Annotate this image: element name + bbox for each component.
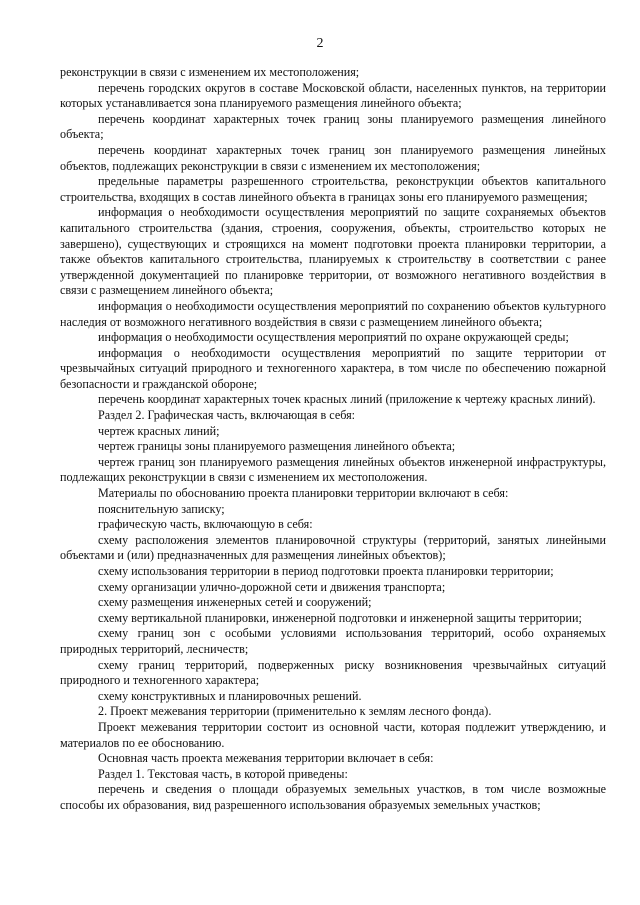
paragraph: схему вертикальной планировки, инженерной подготовки и инженерной защиты территории; xyxy=(98,610,582,625)
paragraph: пояснительную записку; xyxy=(98,501,225,516)
paragraph: 2. Проект межевания территории (применительно к землям лесного фонда). xyxy=(98,704,492,719)
paragraph: чертеж красных линий; xyxy=(98,423,220,438)
paragraph: схему конструктивных и планировочных решений. xyxy=(98,688,362,703)
paragraph: информация о необходимости осуществления мероприятий по защите территории от чрезвычайных ситуаций природного и техногенного характера, в том числе по обеспечению пожарной безопасности и гражданской обороне; xyxy=(60,345,606,391)
paragraph: схему расположения элементов планировочной структуры (территорий, занятых линейными объектами и (или) предназначенных для размещения линейных объектов); xyxy=(60,532,606,563)
paragraph: перечень и сведения о площади образуемых земельных участков, в том числе возможные способы их образования, вид разрешенного использования образуемых земельных участков; xyxy=(60,782,606,812)
page-number: 2 xyxy=(316,36,324,51)
paragraph: Материалы по обоснованию проекта планировки территории включают в себя: xyxy=(98,486,509,501)
paragraph: схему границ территорий, подверженных риску возникновения чрезвычайных ситуаций природного и техногенного характера; xyxy=(60,657,606,688)
paragraph: Раздел 1. Текстовая часть, в которой приведены: xyxy=(98,766,348,781)
paragraph: реконструкции в связи с изменением их местоположения; xyxy=(60,65,360,79)
paragraph: чертеж границы зоны планируемого размещения линейного объекта; xyxy=(98,439,456,454)
paragraph: предельные параметры разрешенного строительства, реконструкции объектов капитального строительства, входящих в состав линейного объекта в границах зоны его планируемого размещения; xyxy=(60,174,606,204)
paragraph: схему организации улично-дорожной сети и движения транспорта; xyxy=(98,579,446,594)
paragraph: перечень координат характерных точек границ зоны планируемого размещения линейного объекта; xyxy=(60,111,606,142)
document-body xyxy=(60,65,606,814)
paragraph: схему размещения инженерных сетей и сооружений; xyxy=(98,595,372,610)
paragraph: перечень городских округов в составе Московской области, населенных пунктов, на территории которых устанавливается зона планируемого размещения линейного объекта; xyxy=(60,80,606,111)
paragraph: информация о необходимости осуществления мероприятий по сохранению объектов культурного наследия от возможного негативного воздействия в связи с размещением линейного объекта; xyxy=(60,298,606,329)
paragraph: перечень координат характерных точек границ зон планируемого размещения линейных объектов, подлежащих реконструкции в связи с изменением их местоположения; xyxy=(60,142,606,173)
paragraph: информация о необходимости осуществления мероприятий по охране окружающей среды; xyxy=(98,330,569,345)
paragraph: схему использования территории в период подготовки проекта планировки территории; xyxy=(98,564,554,578)
paragraph: Проект межевания территории состоит из основной части, которая подлежит утверждению, и материалов по ее обоснованию. xyxy=(60,719,606,750)
paragraph: информация о необходимости осуществления мероприятий по защите сохраняемых объектов капитального строительства (здания, строения, сооружения, объекты, строительство которых не завершено), существующих и строящихся на момент подготовки проекта планировки территории, а также объектов капитального строительства, планируемых к строительству в соответствии с ранее утвержденной документацией по планировке территории, от возможного негативного воздействия в связи с размещением линейного объекта; xyxy=(60,205,606,298)
paragraph: чертеж границ зон планируемого размещения линейных объектов инженерной инфраструктуры, подлежащих реконструкции в связи с изменением их местоположения. xyxy=(60,454,606,485)
paragraph: Основная часть проекта межевания территории включает в себя: xyxy=(98,751,434,766)
paragraph: графическую часть, включающую в себя: xyxy=(98,517,313,532)
paragraph: схему границ зон с особыми условиями использования территорий, особо охраняемых природных территорий, лесничеств; xyxy=(60,626,606,656)
paragraph: перечень координат характерных точек красных линий (приложение к чертежу красных линий). xyxy=(98,392,596,407)
paragraph: Раздел 2. Графическая часть, включающая в себя: xyxy=(98,408,356,423)
